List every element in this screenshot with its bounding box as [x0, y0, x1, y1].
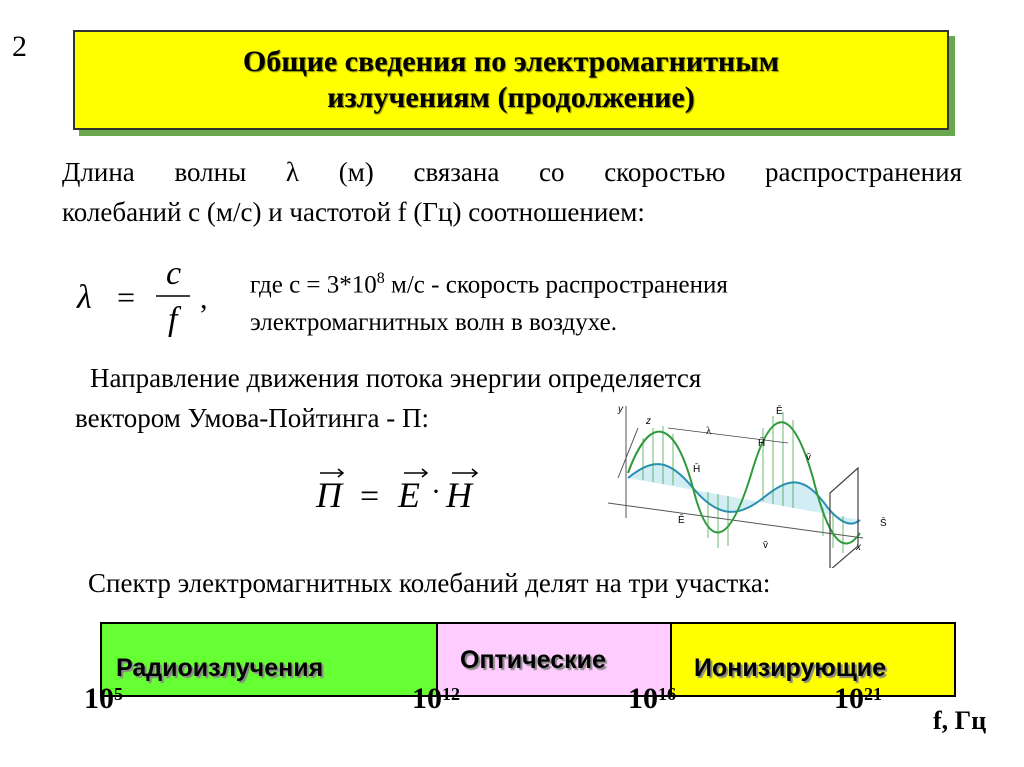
- title-box: [73, 30, 949, 130]
- speed-pre: где с = 3*10: [250, 271, 377, 299]
- spectrum-intro: Спектр электромагнитных колебаний делят на три участка:: [88, 568, 771, 598]
- speed-of-light-line-1: [250, 270, 728, 299]
- slide-number: 2: [12, 30, 27, 63]
- tick-2: $10^{12}$: [412, 682, 460, 715]
- title-line-2: излучениям (продолжение): [327, 81, 695, 114]
- v-vector-label-top: v̄: [806, 452, 811, 463]
- spectrum-radio-segment: [100, 622, 438, 697]
- wavelength-paragraph-line-1: Длина волны λ (м) связана со скоростью распространения: [62, 157, 962, 187]
- e-vector-label-top: Ē: [776, 406, 783, 417]
- speed-of-light-line-2: электромагнитных волн в воздухе.: [250, 309, 617, 336]
- s-vector-label: S̄: [880, 518, 887, 529]
- tick-3: $10^{16}$: [628, 682, 676, 715]
- h-vector-label-mid: H̄: [693, 464, 701, 475]
- wavelength-paragraph-line-2: колебаний c (м/с) и частотой f (Гц) соотношением:: [62, 197, 645, 227]
- v-vector-label-bottom: v̄: [763, 540, 768, 551]
- y-axis-label: y: [618, 404, 623, 415]
- tick-4: $10^{21}$: [834, 682, 882, 715]
- spectrum-ionizing-segment: [670, 622, 956, 697]
- poynting-dot: ·: [431, 475, 441, 508]
- x-axis-label: x: [856, 542, 861, 553]
- poynting-formula: [312, 455, 512, 525]
- speed-post: м/с - скорость распространения: [384, 271, 728, 299]
- title-line-1: Общие сведения по электромагнитным: [242, 45, 780, 78]
- poynting-paragraph-line-1: Направление движения потока энергии определяется: [90, 363, 702, 393]
- ionizing-label: Ионизирующие: [694, 654, 887, 682]
- speed-exponent: 8: [376, 270, 385, 287]
- wavelength-formula: [72, 258, 222, 338]
- poynting-paragraph-line-2: вектором Умова-Пойтинга - П:: [75, 403, 429, 433]
- poynting-equals: =: [360, 478, 380, 515]
- formula-numerator: c: [166, 258, 182, 292]
- h-vector-label-top: H̄: [758, 438, 766, 449]
- lambda-label: λ: [706, 425, 712, 437]
- formula-comma: ,: [200, 282, 208, 315]
- formula-denominator: f: [168, 301, 178, 338]
- tick-1: $10^5$: [84, 682, 123, 715]
- e-vector-label-bottom: Ē: [678, 515, 685, 526]
- formula-lambda: λ: [77, 279, 92, 316]
- poynting-h: H: [446, 475, 472, 515]
- optical-label: Оптические: [460, 646, 606, 674]
- z-axis-label: z: [646, 416, 651, 427]
- hatching: [643, 412, 843, 553]
- frequency-unit-label: f, Гц: [933, 706, 987, 735]
- radio-label: Радиоизлучения: [116, 654, 324, 682]
- poynting-lhs: П: [316, 475, 342, 515]
- em-wave-illustration: [598, 398, 908, 568]
- formula-equals: =: [117, 279, 136, 315]
- poynting-e: E: [398, 475, 420, 515]
